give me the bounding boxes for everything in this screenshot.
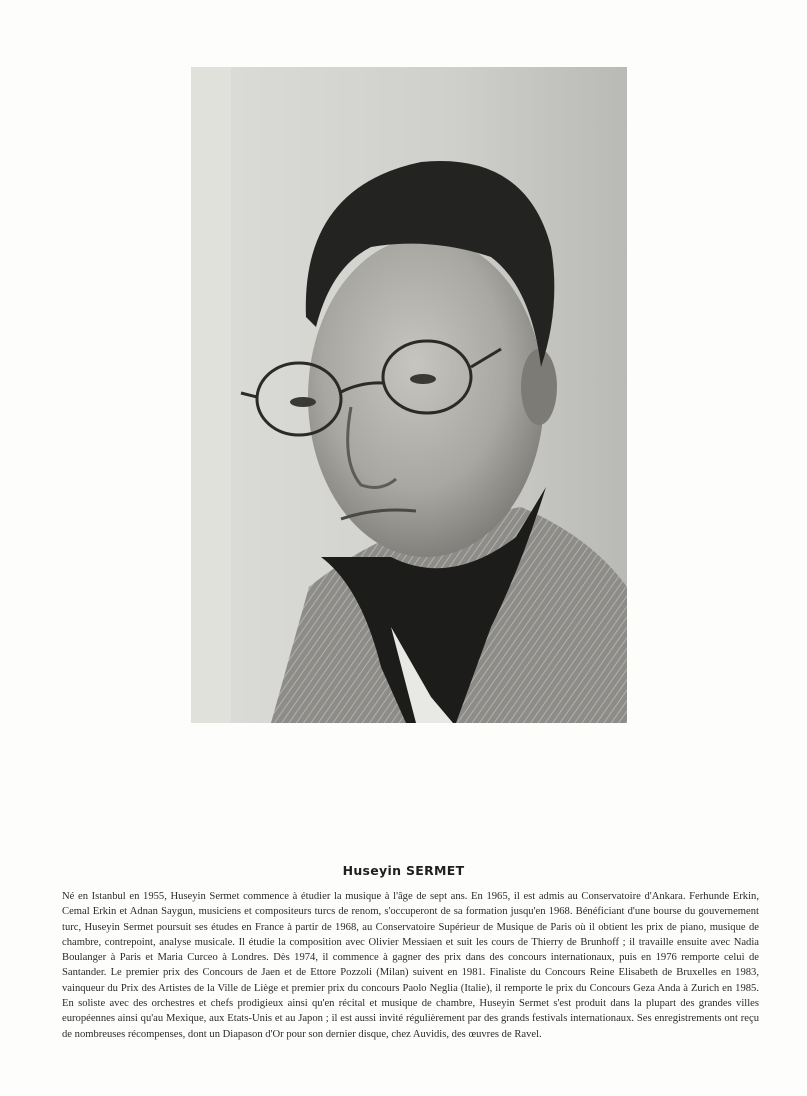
portrait-illustration (191, 67, 627, 723)
biography-text: Né en Istanbul en 1955, Huseyin Sermet commence à étudier la musique à l'âge de sept ans. En 1965, il est admis au Conservatoire d'Ankara. Ferhunde Erkin, Cemal Erkin et Adnan Saygun, musiciens et compositeurs turcs de renom, s'occuperont de sa formation jusqu'en 1968. Bénéficiant d'une bourse du gouvernement turc, Huseyin Sermet poursuit ses études en France à partir de 1968, au Conservatoire Supérieur de Musique de Paris où il obtient les prix de piano, musique de chambre, contrepoint, analyse musicale. Il étudie la composition avec Olivier Messiaen et suit les cours de Thierry de Brunhoff ; il travaille ensuite avec Nadia Boulanger à Paris et Maria Curceo à Londres. Dès 1974, il commence à gagner des prix dans des concours internationaux, puis en 1976 remporte celui de Santander. Le premier prix des Concours de Jaen et de Ettore Pozzoli (Milan) suivent en 1981. Finaliste du Concours Reine Elisabeth de Bruxelles en 1983, vainqueur du Prix des Artistes de la Ville de Liège et premier prix du concours Paolo Neglia (Italie), il remporte le prix du Concours Geza Anda à Zurich en 1985. En soliste avec des orchestres et chefs prodigieux ainsi qu'en récital et musique de chambre, Huseyin Sermet s'est produit dans la plupart des grandes villes européennes ainsi qu'au Mexique, aux Etats-Unis et au Japon ; il est aussi invité régulièrement par des grands festivals internationaux. Ses enregistrements ont reçu de nombreuses récompenses, dont un Diapason d'Or pour son dernier disque, chez Auvidis, des œuvres de Ravel. (62, 891, 759, 1040)
face (308, 237, 544, 557)
portrait-photo (191, 67, 627, 723)
person-name-heading: Huseyin SERMET (342, 863, 465, 879)
